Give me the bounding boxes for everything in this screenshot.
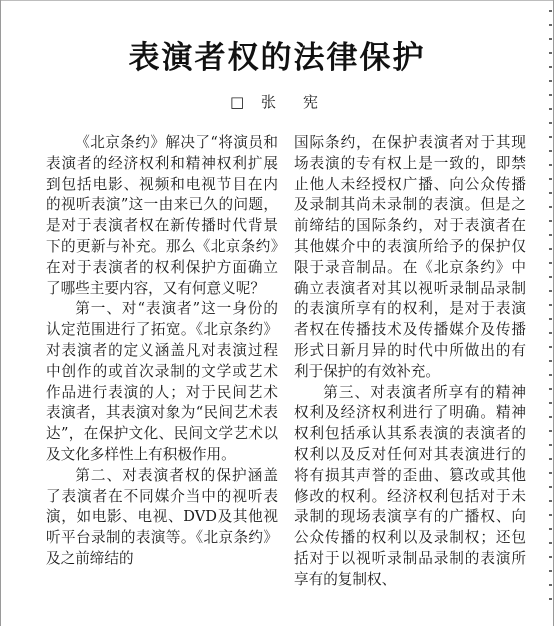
paragraph-second-point-continued: 国际条约，在保护表演者对于其现场表演的专有权上是一致的，即禁止他人未经授权广播、向公众传播及录制其尚未录制的表演。但是之前缔结的国际条约，对于表演者在其他媒介中的表演所给予的保护仅限于录音制品。在《北京条约》中确立表演者对其以视听录制品录制的表演所享有的权利，是对于表演者权在传播技术及传播媒介及传播形式日新月异的时代中所做出的有利于保护的有效补充。: [294, 134, 526, 380]
article-author: □ 张 宪: [230, 93, 324, 111]
paragraph-first-point: 第一、对“表演者”这一身份的认定范围进行了拓宽。《北京条约》对表演者的定义涵盖凡对表演过程中创作的或首次录制的文学或艺术作品进行表演的人；对于民间艺术表演者，其表演对象为“民间艺术表达”，在保护文化、民间文学艺术以及文化多样性上有积极作用。: [46, 300, 278, 463]
paragraph-second-point: 第二、对表演者权的保护涵盖了表演者在不同媒介当中的视听表演，如电影、电视、DVD及其他视听平台录制的表演等。《北京条约》及之前缔结的: [46, 466, 278, 567]
right-column: [294, 133, 526, 591]
paragraph-intro: 《北京条约》解决了“将演员和表演者的经济权利和精神权利扩展到包括电影、视频和电视节目在内的视听表演”这一由来已久的问题，是对于表演者权在新传播时代背景下的更新与补充。那么《北京条约》在对于表演者的权利保护方面确立了哪些主要内容，又有何意义呢？: [46, 134, 278, 297]
paragraph-third-point: 第三、对表演者所享有的精神权利及经济权利进行了明确。精神权利包括承认其系表演的表演者的权利以及反对任何对其表演进行的将有损其声誉的歪曲、篡改或其他修改的权利。经济权利包括对于未录制的现场表演享有的广播权、向公众传播的权利以及录制权；还包括对于以视听录制品录制的表演所享有的复制权、: [294, 383, 526, 588]
article-title: 表演者权的法律保护: [128, 40, 426, 76]
top-rule: [0, 0, 554, 1]
left-column: [46, 133, 278, 570]
